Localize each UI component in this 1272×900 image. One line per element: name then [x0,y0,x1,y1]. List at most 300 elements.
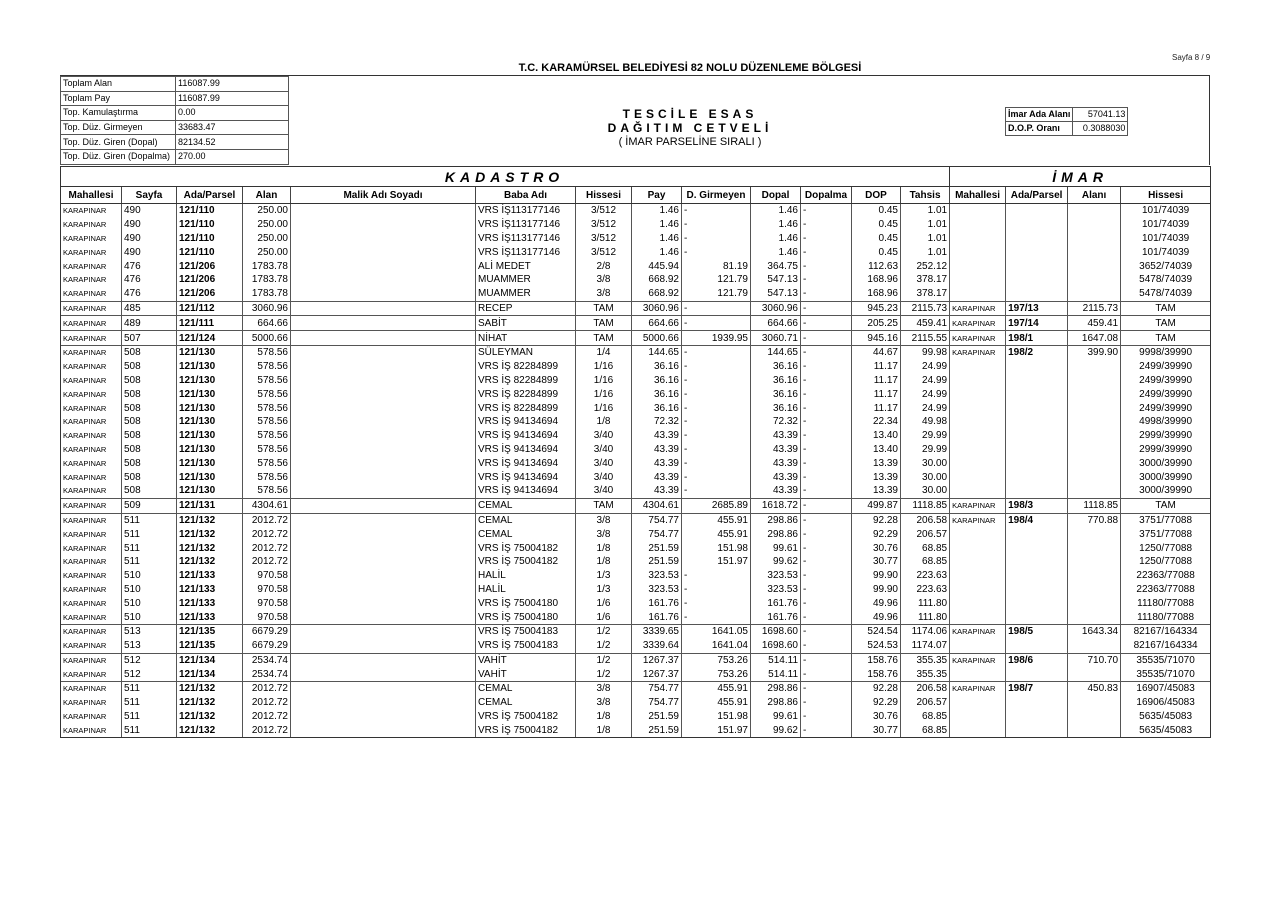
cell-imar-ada-parsel [1006,527,1068,541]
cell-imar-mahallesi [950,639,1006,653]
cell-dopalma: - [801,498,852,513]
cell-dopalma: - [801,401,852,415]
cell-imar-mahallesi [950,232,1006,246]
table-row [61,360,1211,374]
cell-hissesi: 3/512 [576,204,632,218]
cell-alan: 970.58 [243,596,291,610]
cell-malik [291,667,476,681]
imar-info-row [1006,108,1128,122]
cell-imar-alani [1068,232,1121,246]
cell-ada-parsel: 121/133 [177,569,243,583]
cell-pay: 754.77 [632,696,682,710]
cell-sayfa: 509 [122,498,177,513]
column-header: Dopalma [801,187,852,204]
cell-dopal: 99.62 [751,723,801,737]
cell-baba-adi: CEMAL [476,527,576,541]
cell-malik [291,429,476,443]
column-header: Mahallesi [61,187,122,204]
cell-mahallesi: KARAPINAR [61,484,122,498]
cell-imar-ada-parsel: 198/2 [1006,345,1068,359]
column-header: Pay [632,187,682,204]
cell-imar-ada-parsel [1006,569,1068,583]
cell-dopal: 298.86 [751,696,801,710]
cell-pay: 3339.65 [632,624,682,638]
cell-imar-ada-parsel [1006,610,1068,624]
cell-alan: 578.56 [243,415,291,429]
cell-baba-adi: VRS İŞ 94134694 [476,443,576,457]
heading-line-1: TESCİLE ESAS [622,107,758,121]
cell-mahallesi: KARAPINAR [61,232,122,246]
cell-d-girmeyen: 1641.04 [682,639,751,653]
table-row [61,569,1211,583]
cell-imar-hissesi: 4998/39990 [1121,415,1211,429]
imar-info-value: 0.3088030 [1073,122,1128,136]
cell-pay: 664.66 [632,316,682,331]
cell-mahallesi: KARAPINAR [61,259,122,273]
cell-imar-alani: 1118.85 [1068,498,1121,513]
column-header: DOP [852,187,901,204]
cell-mahallesi: KARAPINAR [61,653,122,667]
cell-hissesi: 1/6 [576,610,632,624]
cell-dop: 49.96 [852,610,901,624]
cell-hissesi: 1/16 [576,387,632,401]
cell-dopal: 144.65 [751,345,801,359]
table-row [61,583,1211,597]
cell-alan: 578.56 [243,360,291,374]
section-kadastro [61,167,950,187]
cell-hissesi: 3/8 [576,696,632,710]
summary-row [61,135,289,150]
cell-dop: 11.17 [852,401,901,415]
cell-hissesi: 3/40 [576,484,632,498]
cell-mahallesi: KARAPINAR [61,569,122,583]
cell-imar-alani [1068,401,1121,415]
cell-tahsis: 1.01 [901,232,950,246]
cell-sayfa: 511 [122,696,177,710]
cell-sayfa: 508 [122,345,177,359]
cell-mahallesi: KARAPINAR [61,360,122,374]
cell-imar-ada-parsel [1006,401,1068,415]
cell-imar-hissesi: 2499/39990 [1121,387,1211,401]
cell-imar-hissesi: 82167/164334 [1121,639,1211,653]
cell-baba-adi: CEMAL [476,513,576,527]
cell-dop: 30.76 [852,710,901,724]
cell-imar-ada-parsel [1006,232,1068,246]
cell-baba-adi: VRS İŞ 82284899 [476,401,576,415]
table-row [61,624,1211,638]
cell-imar-hissesi: 2999/39990 [1121,429,1211,443]
cell-malik [291,331,476,346]
cell-dopal: 664.66 [751,316,801,331]
cell-pay: 1.46 [632,232,682,246]
cell-tahsis: 68.85 [901,710,950,724]
cell-baba-adi: MUAMMER [476,273,576,287]
cell-tahsis: 252.12 [901,259,950,273]
cell-tahsis: 24.99 [901,360,950,374]
cell-imar-mahallesi [950,569,1006,583]
cell-d-girmeyen: 455.91 [682,527,751,541]
cell-malik [291,569,476,583]
cell-imar-hissesi: 101/74039 [1121,204,1211,218]
cell-dopalma: - [801,218,852,232]
cell-imar-hissesi: 35535/71070 [1121,667,1211,681]
cell-dop: 0.45 [852,218,901,232]
column-header: Ada/Parsel [177,187,243,204]
cell-sayfa: 512 [122,667,177,681]
cell-mahallesi: KARAPINAR [61,245,122,259]
cell-dopalma: - [801,470,852,484]
table-row [61,723,1211,737]
cell-ada-parsel: 121/130 [177,443,243,457]
cell-pay: 668.92 [632,273,682,287]
cell-sayfa: 510 [122,569,177,583]
cell-malik [291,245,476,259]
cell-dopalma: - [801,710,852,724]
cell-mahallesi: KARAPINAR [61,204,122,218]
cell-imar-alani [1068,639,1121,653]
cell-tahsis: 111.80 [901,596,950,610]
cell-baba-adi: VRS İŞ 82284899 [476,374,576,388]
cell-sayfa: 489 [122,316,177,331]
cell-imar-alani [1068,387,1121,401]
cell-imar-mahallesi [950,667,1006,681]
cell-imar-mahallesi [950,443,1006,457]
cell-d-girmeyen: - [682,456,751,470]
cell-imar-hissesi: 35535/71070 [1121,653,1211,667]
imar-info-table [1005,107,1128,136]
cell-imar-hissesi: 3751/77088 [1121,527,1211,541]
cell-sayfa: 513 [122,624,177,638]
cell-imar-ada-parsel [1006,555,1068,569]
cell-dopal: 99.62 [751,555,801,569]
cell-dop: 11.17 [852,387,901,401]
cell-hissesi: 1/4 [576,345,632,359]
cell-dop: 205.25 [852,316,901,331]
cell-pay: 5000.66 [632,331,682,346]
cell-imar-alani [1068,204,1121,218]
cell-alan: 2012.72 [243,696,291,710]
cell-d-girmeyen: - [682,204,751,218]
cell-dopal: 43.39 [751,429,801,443]
cell-malik [291,204,476,218]
cell-ada-parsel: 121/132 [177,710,243,724]
cell-imar-hissesi: 2499/39990 [1121,374,1211,388]
cell-hissesi: TAM [576,301,632,316]
cell-hissesi: 3/8 [576,287,632,301]
cell-dopal: 161.76 [751,596,801,610]
cell-d-girmeyen: - [682,484,751,498]
cell-dopalma: - [801,316,852,331]
cell-imar-ada-parsel [1006,456,1068,470]
cell-baba-adi: VRS İŞ 94134694 [476,484,576,498]
cell-imar-hissesi: 2999/39990 [1121,443,1211,457]
cell-dop: 0.45 [852,245,901,259]
cell-baba-adi: CEMAL [476,696,576,710]
cell-dopalma: - [801,723,852,737]
cell-baba-adi: VRS İŞ 94134694 [476,456,576,470]
cell-imar-hissesi: 11180/77088 [1121,610,1211,624]
cell-imar-ada-parsel [1006,484,1068,498]
cell-pay: 161.76 [632,610,682,624]
cell-dop: 99.90 [852,583,901,597]
cell-imar-ada-parsel [1006,415,1068,429]
table-row [61,555,1211,569]
cell-ada-parsel: 121/112 [177,301,243,316]
cell-imar-alani [1068,484,1121,498]
cell-baba-adi: VRS İŞ 94134694 [476,470,576,484]
cell-imar-hissesi: 3000/39990 [1121,470,1211,484]
cell-d-girmeyen: 81.19 [682,259,751,273]
cell-dopal: 1698.60 [751,624,801,638]
cell-ada-parsel: 121/124 [177,331,243,346]
cell-imar-hissesi: 5635/45083 [1121,710,1211,724]
cell-baba-adi: VRS İŞ 82284899 [476,360,576,374]
cell-dopal: 36.16 [751,360,801,374]
cell-imar-mahallesi: KARAPINAR [950,682,1006,696]
cell-alan: 578.56 [243,374,291,388]
cell-malik [291,415,476,429]
summary-row [61,149,289,164]
cell-hissesi: 1/3 [576,569,632,583]
cell-imar-alani: 1647.08 [1068,331,1121,346]
cell-imar-alani [1068,710,1121,724]
cell-imar-hissesi: 3652/74039 [1121,259,1211,273]
cell-ada-parsel: 121/132 [177,513,243,527]
cell-pay: 43.39 [632,456,682,470]
cell-dopal: 43.39 [751,443,801,457]
cell-imar-ada-parsel [1006,429,1068,443]
cell-mahallesi: KARAPINAR [61,401,122,415]
table-row [61,696,1211,710]
cell-imar-hissesi: 82167/164334 [1121,624,1211,638]
cell-d-girmeyen: 1939.95 [682,331,751,346]
cell-malik [291,273,476,287]
cell-tahsis: 30.00 [901,470,950,484]
cell-imar-mahallesi [950,484,1006,498]
cell-imar-alani [1068,273,1121,287]
cell-baba-adi: VRS İŞ113177146 [476,204,576,218]
cell-dopalma: - [801,583,852,597]
cell-baba-adi: SABİT [476,316,576,331]
cell-alan: 2012.72 [243,513,291,527]
cell-ada-parsel: 121/130 [177,401,243,415]
table-row [61,596,1211,610]
cell-imar-ada-parsel [1006,596,1068,610]
cell-dopalma: - [801,331,852,346]
cell-imar-alani [1068,245,1121,259]
cell-imar-mahallesi [950,415,1006,429]
cell-malik [291,316,476,331]
cell-baba-adi: VRS İŞ 94134694 [476,415,576,429]
cell-d-girmeyen: 455.91 [682,513,751,527]
cell-mahallesi: KARAPINAR [61,498,122,513]
cell-dopal: 99.61 [751,541,801,555]
cell-hissesi: 1/6 [576,596,632,610]
cell-tahsis: 1.01 [901,204,950,218]
cell-d-girmeyen: - [682,429,751,443]
cell-pay: 251.59 [632,723,682,737]
column-header: Dopal [751,187,801,204]
cell-imar-ada-parsel [1006,259,1068,273]
cell-imar-hissesi: 11180/77088 [1121,596,1211,610]
page-number: Sayfa 8 / 9 [1172,53,1211,62]
cell-dop: 112.63 [852,259,901,273]
cell-pay: 323.53 [632,583,682,597]
cell-imar-mahallesi [950,696,1006,710]
cell-mahallesi: KARAPINAR [61,415,122,429]
cell-sayfa: 476 [122,259,177,273]
summary-value: 82134.52 [176,135,289,150]
cell-dop: 11.17 [852,360,901,374]
table-row [61,204,1211,218]
cell-dopalma: - [801,429,852,443]
cell-dopal: 514.11 [751,667,801,681]
cell-malik [291,583,476,597]
cell-malik [291,232,476,246]
cell-sayfa: 513 [122,639,177,653]
cell-sayfa: 490 [122,204,177,218]
cell-imar-alani [1068,218,1121,232]
cell-imar-hissesi: 5478/74039 [1121,273,1211,287]
cell-malik [291,555,476,569]
cell-dop: 13.39 [852,456,901,470]
cell-pay: 445.94 [632,259,682,273]
cell-sayfa: 485 [122,301,177,316]
cell-tahsis: 24.99 [901,387,950,401]
cell-sayfa: 508 [122,456,177,470]
cell-ada-parsel: 121/130 [177,429,243,443]
cell-pay: 36.16 [632,401,682,415]
cell-mahallesi: KARAPINAR [61,639,122,653]
cell-hissesi: 3/8 [576,273,632,287]
cell-imar-hissesi: 5635/45083 [1121,723,1211,737]
cell-imar-ada-parsel [1006,218,1068,232]
cell-dopal: 43.39 [751,484,801,498]
column-header: Baba Adı [476,187,576,204]
cell-sayfa: 511 [122,723,177,737]
cell-baba-adi: CEMAL [476,498,576,513]
cell-alan: 2012.72 [243,541,291,555]
cell-mahallesi: KARAPINAR [61,696,122,710]
cell-tahsis: 24.99 [901,401,950,415]
cell-dopalma: - [801,513,852,527]
cell-malik [291,498,476,513]
cell-imar-alani [1068,555,1121,569]
table-row [61,301,1211,316]
cell-malik [291,287,476,301]
cell-imar-alani [1068,696,1121,710]
cell-dopalma: - [801,456,852,470]
cell-ada-parsel: 121/133 [177,583,243,597]
cell-dop: 168.96 [852,273,901,287]
cell-sayfa: 510 [122,583,177,597]
column-header: Alan [243,187,291,204]
cell-baba-adi: MUAMMER [476,287,576,301]
cell-mahallesi: KARAPINAR [61,710,122,724]
cell-d-girmeyen: - [682,596,751,610]
cell-imar-hissesi: 22363/77088 [1121,583,1211,597]
cell-d-girmeyen: - [682,360,751,374]
cell-imar-mahallesi [950,610,1006,624]
cell-imar-ada-parsel: 198/1 [1006,331,1068,346]
table-row [61,259,1211,273]
cell-ada-parsel: 121/133 [177,596,243,610]
cell-dop: 30.77 [852,555,901,569]
cell-dopal: 298.86 [751,513,801,527]
cell-pay: 754.77 [632,682,682,696]
cell-dop: 158.76 [852,653,901,667]
cell-pay: 43.39 [632,484,682,498]
cell-imar-alani [1068,569,1121,583]
cell-alan: 970.58 [243,610,291,624]
cell-ada-parsel: 121/133 [177,610,243,624]
cell-hissesi: TAM [576,331,632,346]
cell-tahsis: 459.41 [901,316,950,331]
cell-mahallesi: KARAPINAR [61,374,122,388]
cell-malik [291,541,476,555]
cell-ada-parsel: 121/130 [177,387,243,401]
cell-baba-adi: HALİL [476,569,576,583]
cell-dopal: 3060.96 [751,301,801,316]
cell-mahallesi: KARAPINAR [61,387,122,401]
cell-imar-ada-parsel [1006,639,1068,653]
cell-dopal: 43.39 [751,456,801,470]
table-row [61,287,1211,301]
cell-baba-adi: VRS İŞ 75004182 [476,555,576,569]
cell-imar-alani [1068,541,1121,555]
cell-imar-mahallesi: KARAPINAR [950,498,1006,513]
column-header: D. Girmeyen [682,187,751,204]
cell-pay: 36.16 [632,387,682,401]
cell-dopal: 298.86 [751,527,801,541]
cell-alan: 6679.29 [243,639,291,653]
table-row [61,218,1211,232]
cell-pay: 754.77 [632,527,682,541]
cell-mahallesi: KARAPINAR [61,218,122,232]
cell-imar-alani [1068,723,1121,737]
cell-imar-mahallesi [950,583,1006,597]
cell-dopalma: - [801,610,852,624]
cell-hissesi: 1/8 [576,415,632,429]
cell-ada-parsel: 121/132 [177,682,243,696]
cell-mahallesi: KARAPINAR [61,345,122,359]
cell-dopalma: - [801,387,852,401]
summary-value: 116087.99 [176,91,289,106]
cell-dopal: 161.76 [751,610,801,624]
cell-imar-alani [1068,527,1121,541]
section-imar-label: İMAR [1052,168,1108,185]
cell-imar-alani [1068,583,1121,597]
cell-tahsis: 206.57 [901,696,950,710]
cell-mahallesi: KARAPINAR [61,443,122,457]
cell-alan: 250.00 [243,245,291,259]
cell-hissesi: 3/40 [576,429,632,443]
cell-hissesi: TAM [576,498,632,513]
cell-d-girmeyen: 151.97 [682,723,751,737]
cell-tahsis: 1174.06 [901,624,950,638]
cell-pay: 43.39 [632,470,682,484]
cell-imar-alani [1068,610,1121,624]
cell-alan: 250.00 [243,218,291,232]
cell-dop: 13.40 [852,443,901,457]
summary-label: Toplam Alan [61,77,176,92]
cell-dopal: 36.16 [751,387,801,401]
cell-ada-parsel: 121/130 [177,345,243,359]
cell-malik [291,387,476,401]
cell-ada-parsel: 121/135 [177,624,243,638]
cell-imar-ada-parsel [1006,696,1068,710]
cell-imar-ada-parsel [1006,583,1068,597]
